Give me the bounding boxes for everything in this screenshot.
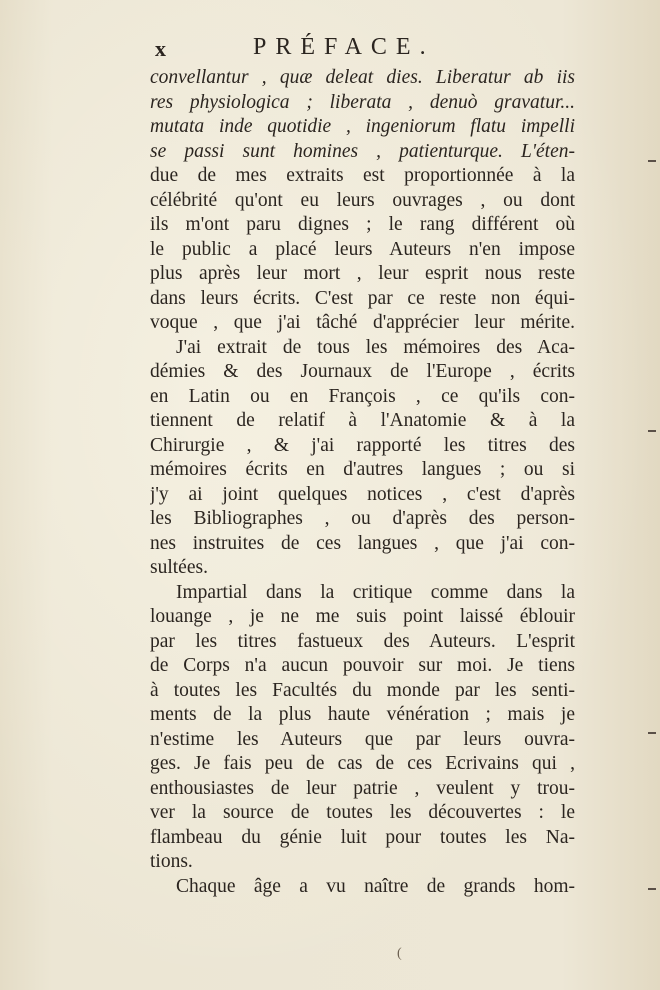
text-line: en Latin ou en François , ce qu'ils con- [150,385,575,407]
text-line: mutata inde quotidie , ingeniorum flatu impelli [150,116,575,137]
paragraph-end-line: tions. [150,851,193,872]
text-line: louange , je ne me suis point laissé éblouir [150,606,575,627]
running-header [155,34,575,64]
text-line: voque , que j'ai tâché d'apprécier leur mérite. [150,312,575,333]
text-line: ments de la plus haute vénération ; mais je [150,704,575,725]
text-line: démies & des Journaux de l'Europe , écrits [150,361,575,382]
page-edge-tick [648,888,656,890]
text-line: ges. Je fais peu de cas de ces Ecrivains qui , [150,753,575,774]
stray-ink-mark: ( [397,946,402,961]
text-line: célébrité qu'ont eu leurs ouvrages , ou dont [150,189,575,211]
page-edge-tick [648,732,656,734]
text-line: Chirurgie , & j'ai rapporté les titres des [150,434,575,456]
text-line: mémoires écrits en d'autres langues ; ou si [150,459,575,480]
text-line: par les titres fastueux des Auteurs. L'esprit [150,630,575,652]
paragraph-start-line: Impartial dans la critique comme dans la [176,581,575,603]
text-line: nes instruites de ces langues , que j'ai con- [150,532,575,554]
text-line: enthousiastes de leur patrie , veulent y trou- [150,777,575,799]
paragraph-start-line: Chaque âge a vu naître de grands hom- [176,875,575,897]
page-edge-tick [648,430,656,432]
text-line: dans leurs écrits. C'est par ce reste non équi- [150,287,575,309]
text-line: ils m'ont paru dignes ; le rang différent où [150,214,575,235]
text-line: à toutes les Facultés du monde par les senti- [150,679,575,701]
text-line: tiennent de relatif à l'Anatomie & à la [150,410,575,431]
text-line: convellantur , quæ deleat dies. Liberatur ab iis [150,67,575,88]
text-line: les Bibliographes , ou d'après des person- [150,508,575,529]
paragraph-end-line: sultées. [150,557,208,578]
paragraph-start-line: J'ai extrait de tous les mémoires des Aca- [176,336,575,358]
text-line: de Corps n'a aucun pouvoir sur moi. Je tiens [150,655,575,676]
text-line: res physiologica ; liberata , denuò gravatur... [150,91,575,113]
text-line: ver la source de toutes les découvertes : le [150,802,575,823]
page-number: x [155,36,166,61]
text-line: le public a placé leurs Auteurs n'en impose [150,238,575,260]
text-line: se passi sunt homines , patienturque. L'éten- [150,140,575,162]
text-line: plus après leur mort , leur esprit nous reste [150,263,575,284]
text-line: n'estime les Auteurs que par leurs ouvra- [150,728,575,750]
text-line: j'y ai joint quelques notices , c'est d'après [150,483,575,505]
page-edge-tick [648,160,656,162]
text-line: due de mes extraits est proportionnée à la [150,165,575,186]
running-title: PRÉFACE. [253,34,435,60]
text-line: flambeau du génie luit pour toutes les Na- [150,826,575,848]
body-text [150,66,575,899]
